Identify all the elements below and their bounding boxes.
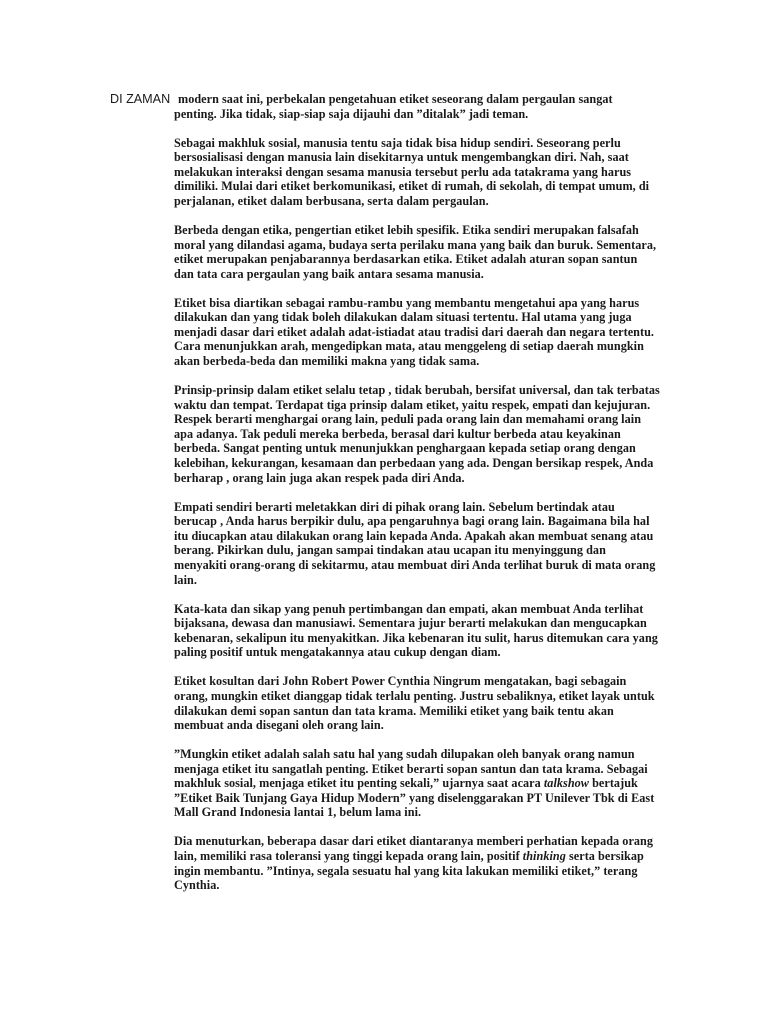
paragraph-8-text-b: bertajuk ”Etiket Baik Tunjang Gaya Hidup Modern” yang diselenggarakan PT Unilever Tbk di East Mall Grand Indonesia lantai 1, belum lama ini. <box>174 776 655 820</box>
intro-paragraph <box>110 92 660 121</box>
paragraph-9-text-a: Dia menuturkan, beberapa dasar dari etiket diantaranya memberi perhatian kepada orang lain, memiliki rasa toleransi yang tinggi kepada orang lain, positif <box>174 834 654 864</box>
paragraph-8-text-a: ”Mungkin etiket adalah salah satu hal yang sudah dilupakan oleh banyak orang namun menjaga etiket itu sangatlah penting. Etiket berarti sopan santun dan tata krama. Sebagai makhluk sosial, menjaga etiket itu penting sekali,” ujarnya saat acara <box>174 747 648 791</box>
paragraph-8 <box>174 747 660 820</box>
paragraph-1: Sebagai makhluk sosial, manusia tentu saja tidak bisa hidup sendiri. Seseorang perlu bersosialisasi dengan manusia lain disekitarnya untuk mengembangkan diri. Nah, saat melakukan interaksi dengan sesama manusia tersebut perlu ada tatakrama yang harus dimiliki. Mulai dari etiket berkomunikasi, etiket di rumah, di sekolah, di tempat umum, di perjalanan, etiket dalam berbusana, serta dalam pergaulan. <box>174 135 650 208</box>
article-body <box>110 92 660 907</box>
paragraph-9-italic: thinking <box>522 849 566 864</box>
intro-second-line: penting. Jika tidak, siap-siap saja dijauhi dan ”ditalak” jadi teman. <box>174 106 529 121</box>
paragraph-9 <box>174 834 660 892</box>
paragraph-9-text-b: serta bersikap ingin membantu. ”Intinya, segala sesuatu hal yang kita lakukan memiliki etiket,” terang Cynthia. <box>174 849 644 893</box>
paragraph-6: Kata-kata dan sikap yang penuh pertimbangan dan empati, akan membuat Anda terlihat bijaksana, dewasa dan manusiawi. Sementara jujur berarti melakukan dan mengucapkan kebenaran, sekalipun itu menyakitkan. Jika kebenaran itu sulit, harus ditemukan cara yang paling positif untuk mengatakannya atau cukup dengan diam. <box>174 601 658 660</box>
intro-first-line: modern saat ini, perbekalan pengetahuan etiket seseorang dalam pergaulan sangat <box>178 92 613 106</box>
paragraph-5: Empati sendiri berarti meletakkan diri di pihak orang lain. Sebelum bertindak atau berucap , Anda harus berpikir dulu, apa pengaruhnya bagi orang lain. Bagaimana bila hal itu diucapkan atau dilakukan orang lain kepada Anda. Apakah akan membuat senang atau berang. Pikirkan dulu, jangan sampai tindakan atau ucapan itu menyinggung dan menyakiti orang-orang di sekitarmu, atau membuat diri Anda terlihat buruk di mata orang lain. <box>174 499 656 587</box>
paragraph-2: Berbeda dengan etika, pengertian etiket lebih spesifik. Etika sendiri merupakan falsafah moral yang dilandasi agama, budaya serta perilaku mana yang baik dan buruk. Sementara, etiket merupakan penjabarannya berdasarkan etika. Etiket adalah aturan sopan santun dan tata cara pergaulan yang baik antara sesama manusia. <box>174 222 657 281</box>
paragraph-8-italic: talkshow <box>543 776 589 791</box>
lead-word: DI ZAMAN <box>110 92 171 106</box>
paragraph-3: Etiket bisa diartikan sebagai rambu-rambu yang membantu mengetahui apa yang harus dilakukan dan yang tidak boleh dilakukan dalam situasi tertentu. Hal utama yang juga menjadi dasar dari etiket adalah adat-istiadat atau tradisi dari daerah dan negara tertentu. Cara menunjukkan arah, mengedipkan mata, atau menggeleng di setiap daerah mungkin akan berbeda-beda dan memiliki makna yang tidak sama. <box>174 295 655 369</box>
paragraph-7: Etiket kosultan dari John Robert Power Cynthia Ningrum mengatakan, bagi sebagain orang, mungkin etiket dianggap tidak terlalu penting. Justru sebaliknya, etiket layak untuk dilakukan demi sopan santun dan tata krama. Memiliki etiket yang baik tentu akan membuat anda disegani oleh orang lain. <box>174 674 655 733</box>
paragraph-4: Prinsip-prinsip dalam etiket selalu tetap , tidak berubah, bersifat universal, dan tak terbatas waktu dan tempat. Terdapat tiga prinsip dalam etiket, yaitu respek, empati dan kejujuran. Respek berarti menghargai orang lain, peduli pada orang lain dan memahami orang lain apa adanya. Tak peduli mereka berbeda, berasal dari kultur berbeda atau keyakinan berbeda. Sangat penting untuk menunjukkan penghargaan kepada setiap orang dengan kelebihan, kekurangan, kesamaan dan perbedaan yang ada. Dengan bersikap respek, Anda berharap , orang lain juga akan respek pada diri Anda. <box>174 383 660 485</box>
